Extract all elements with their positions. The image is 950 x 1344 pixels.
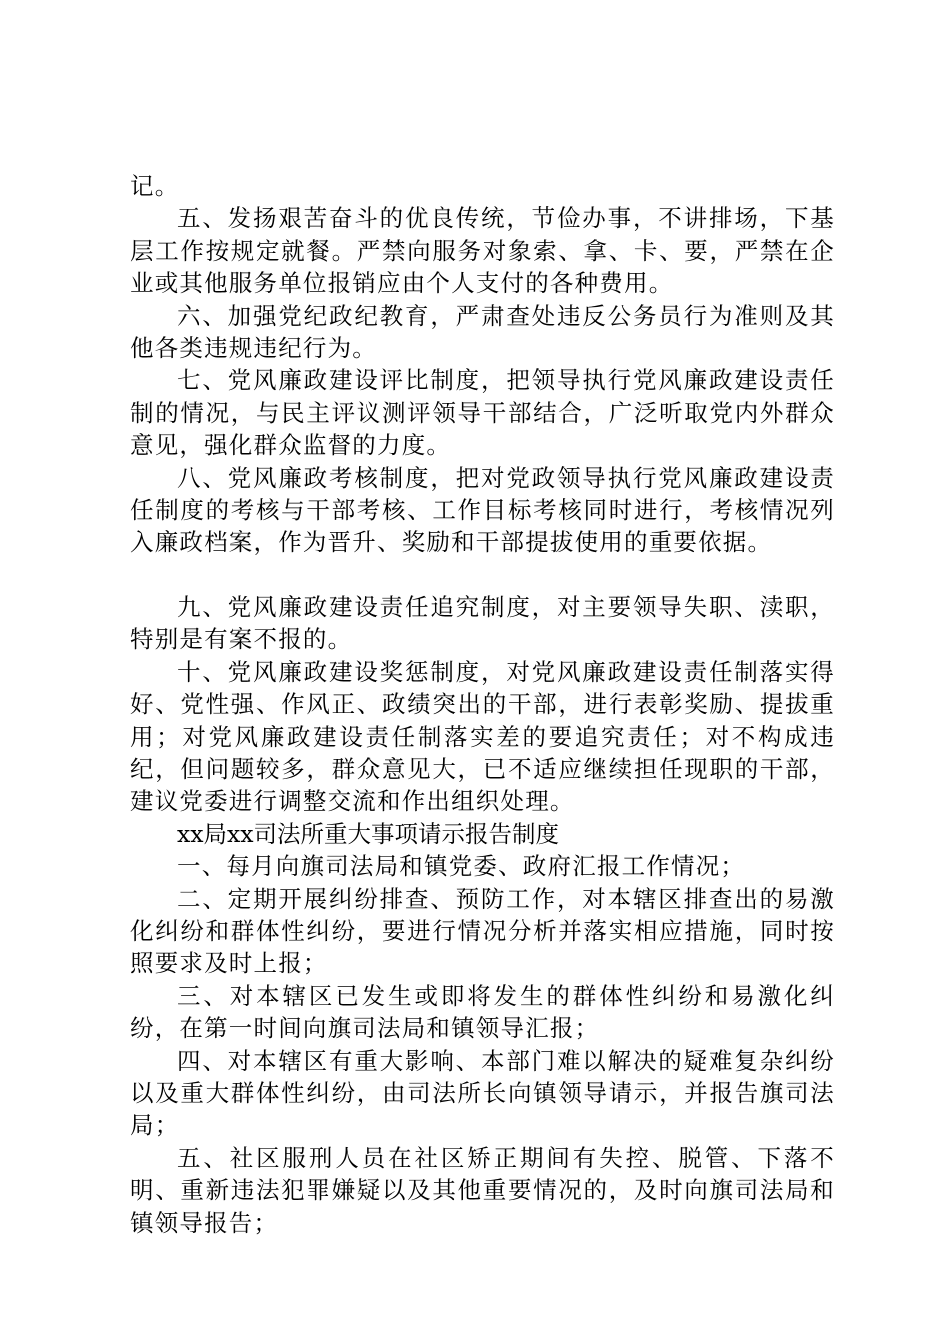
paragraph-gap xyxy=(130,559,835,591)
document-body xyxy=(130,170,835,1239)
section-title: xx局xx司法所重大事项请示报告制度 xyxy=(177,819,560,848)
section-item-5: 五、社区服刑人员在社区矫正期间有失控、脱管、下落不明、重新违法犯罪嫌疑以及其他重要情况的，及时向旗司法局和镇领导报告； xyxy=(130,1143,835,1237)
paragraph-continuation: 记。 xyxy=(130,172,180,200)
paragraph-item-7: 七、党风廉政建设评比制度，把领导执行党风廉政建设责任制的情况，与民主评议测评领导干部结合，广泛听取党内外群众意见，强化群众监督的力度。 xyxy=(130,366,835,460)
section-item-3: 三、对本辖区已发生或即将发生的群体性纠纷和易激化纠纷，在第一时间向旗司法局和镇领导汇报； xyxy=(130,981,835,1043)
paragraph-item-8: 八、党风廉政考核制度，把对党政领导执行党风廉政建设责任制度的考核与干部考核、工作目标考核同时进行，考核情况列入廉政档案，作为晋升、奖励和干部提拔使用的重要依据。 xyxy=(130,463,835,557)
section-item-1: 一、每月向旗司法局和镇党委、政府汇报工作情况； xyxy=(177,852,746,881)
section-item-2: 二、定期开展纠纷排查、预防工作，对本辖区排查出的易激化纠纷和群体性纠纷，要进行情况分析并落实相应措施，同时按照要求及时上报； xyxy=(130,884,835,978)
paragraph-item-5: 五、发扬艰苦奋斗的优良传统，节俭办事，不讲排场，下基层工作按规定就餐。严禁向服务对象索、拿、卡、要，严禁在企业或其他服务单位报销应由个人支付的各种费用。 xyxy=(130,204,835,298)
section-item-4: 四、对本辖区有重大影响、本部门难以解决的疑难复杂纠纷以及重大群体性纠纷，由司法所长向镇领导请示，并报告旗司法局； xyxy=(130,1046,835,1140)
paragraph-item-9: 九、党风廉政建设责任追究制度，对主要领导失职、渎职，特别是有案不报的。 xyxy=(130,592,835,654)
paragraph-item-6: 六、加强党纪政纪教育，严肃查处违反公务员行为准则及其他各类违规违纪行为。 xyxy=(130,301,835,363)
paragraph-item-10: 十、党风廉政建设奖惩制度，对党风廉政建设责任制落实得好、党性强、作风正、政绩突出的干部，进行表彰奖励、提拔重用；对党风廉政建设责任制落实差的要追究责任；对不构成违纪，但问题较多，群众意见大，已不适应继续担任现职的干部，建议党委进行调整交流和作出组织处理。 xyxy=(130,657,835,816)
